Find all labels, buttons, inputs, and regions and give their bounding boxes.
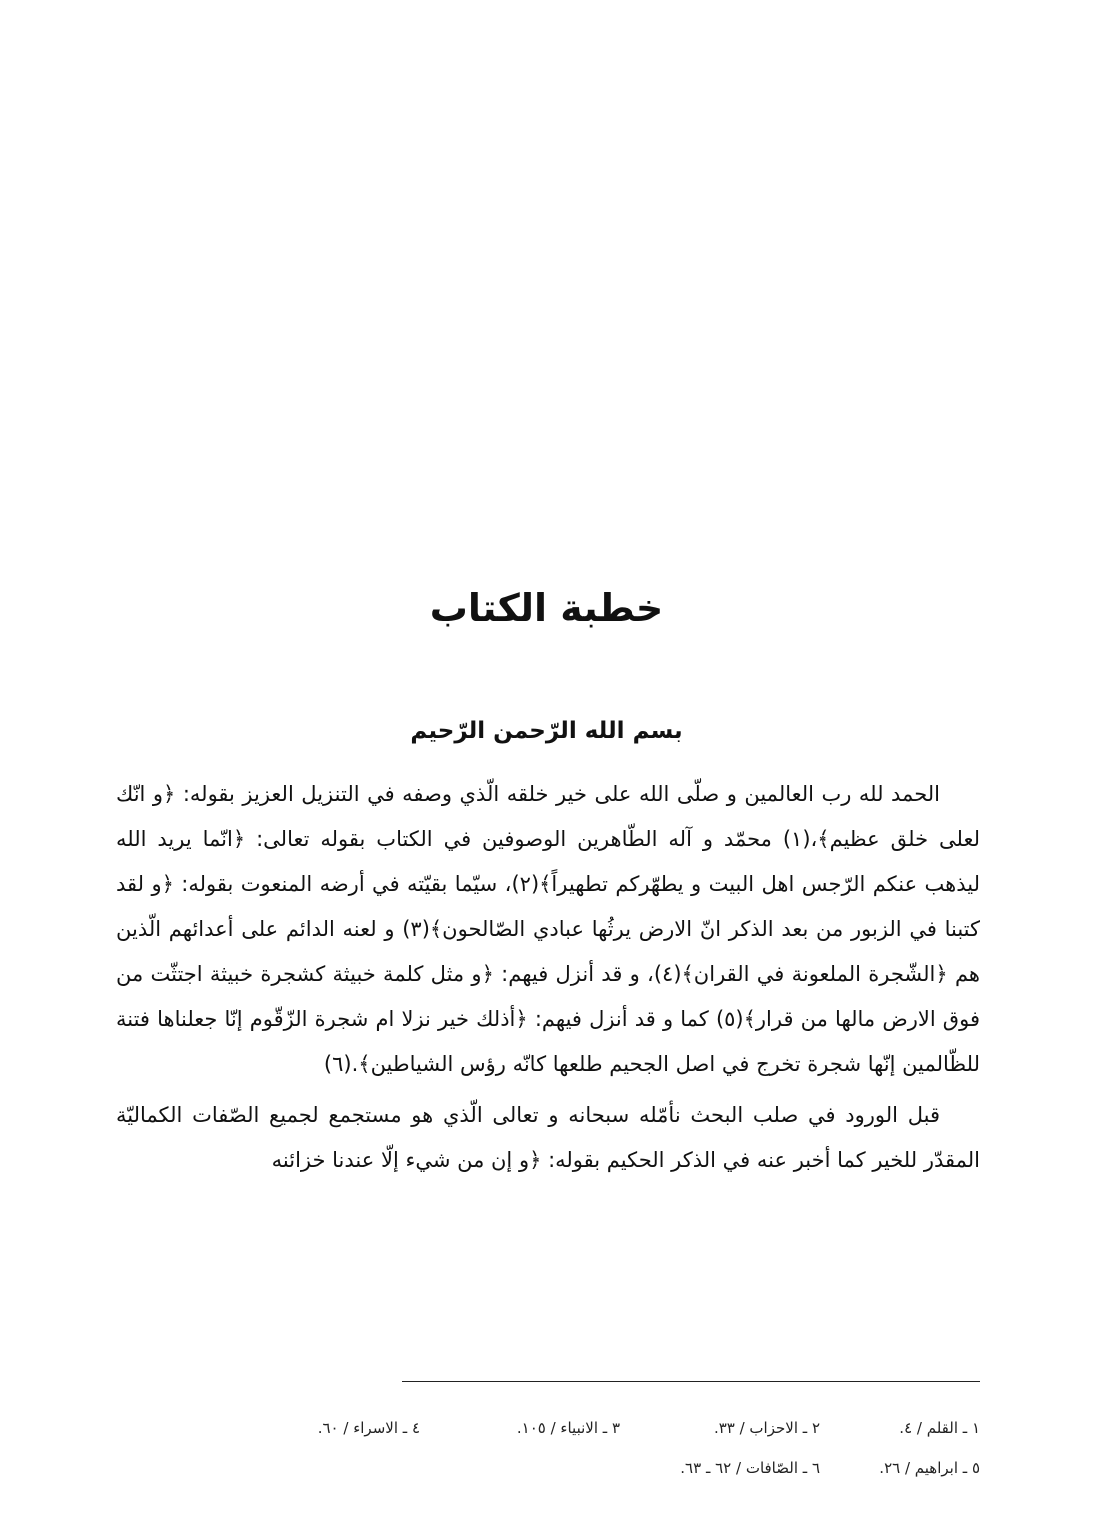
footnote-divider [402, 1381, 980, 1382]
footnote-6: ٦ ـ الصّافات / ٦٢ ـ ٦٣. [680, 1459, 820, 1477]
footnotes [116, 1408, 980, 1488]
paragraph-1: الحمد لله رب العالمين و صلّى الله على خير خلقه الّذي وصفه في التنزيل العزيز بقوله: ﴿و انّك لعلى خلق عظيم﴾،(١) محمّد و آله الطّاهرين الوصوفين في الكتاب بقوله تعالى: ﴿انّما يريد الله ليذهب عنكم الرّجس اهل البيت و يطهّركم تطهيراً﴾(٢)، سيّما بقيّته في أرضه المنعوت بقوله: ﴿و لقد كتبنا في الزبور من بعد الذكر انّ الارض يرثُها عبادي الصّالحون﴾(٣) و لعنه الدائم على أعدائهم الّذين هم ﴿الشّجرة الملعونة في القران﴾(٤)، و قد أنزل فيهم: ﴿و مثل كلمة خبيثة كشجرة خبيثة اجتثّت من فوق الارض مالها من قرار﴾(٥) كما و قد أنزل فيهم: ﴿أذلك خير نزلا ام شجرة الزّقّوم إنّا جعلناها فتنة للظّالمين إنّها شجرة تخرج في اصل الجحيم طلعها كانّه رؤس الشياطين﴾.(٦) [116, 782, 980, 1076]
footnote-row-2 [116, 1448, 980, 1488]
footnote-5: ٥ ـ ابراهيم / ٢٦. [879, 1459, 980, 1477]
paragraph-2: قبل الورود في صلب البحث نأمّله سبحانه و تعالى الّذي هو مستجمع لجميع الصّفات الكماليّة المقدّر للخير كما أخبر عنه في الذكر الحكيم بقوله: ﴿و إن من شيء إلّا عندنا خزائنه [116, 1103, 980, 1172]
footnote-3: ٣ ـ الانبياء / ١٠٥. [516, 1419, 620, 1437]
footnote-4: ٤ ـ الاسراء / ٦٠. [317, 1419, 420, 1437]
footnote-row-1 [116, 1408, 980, 1448]
basmala-heading: بسم الله الرّحمن الرّحيم [410, 718, 683, 744]
footnote-2: ٢ ـ الاحزاب / ٣٣. [713, 1419, 820, 1437]
body-text [116, 772, 980, 1189]
footnote-1: ١ ـ القلم / ٤. [899, 1419, 980, 1437]
page-title: خطبة الكتاب [429, 586, 664, 630]
